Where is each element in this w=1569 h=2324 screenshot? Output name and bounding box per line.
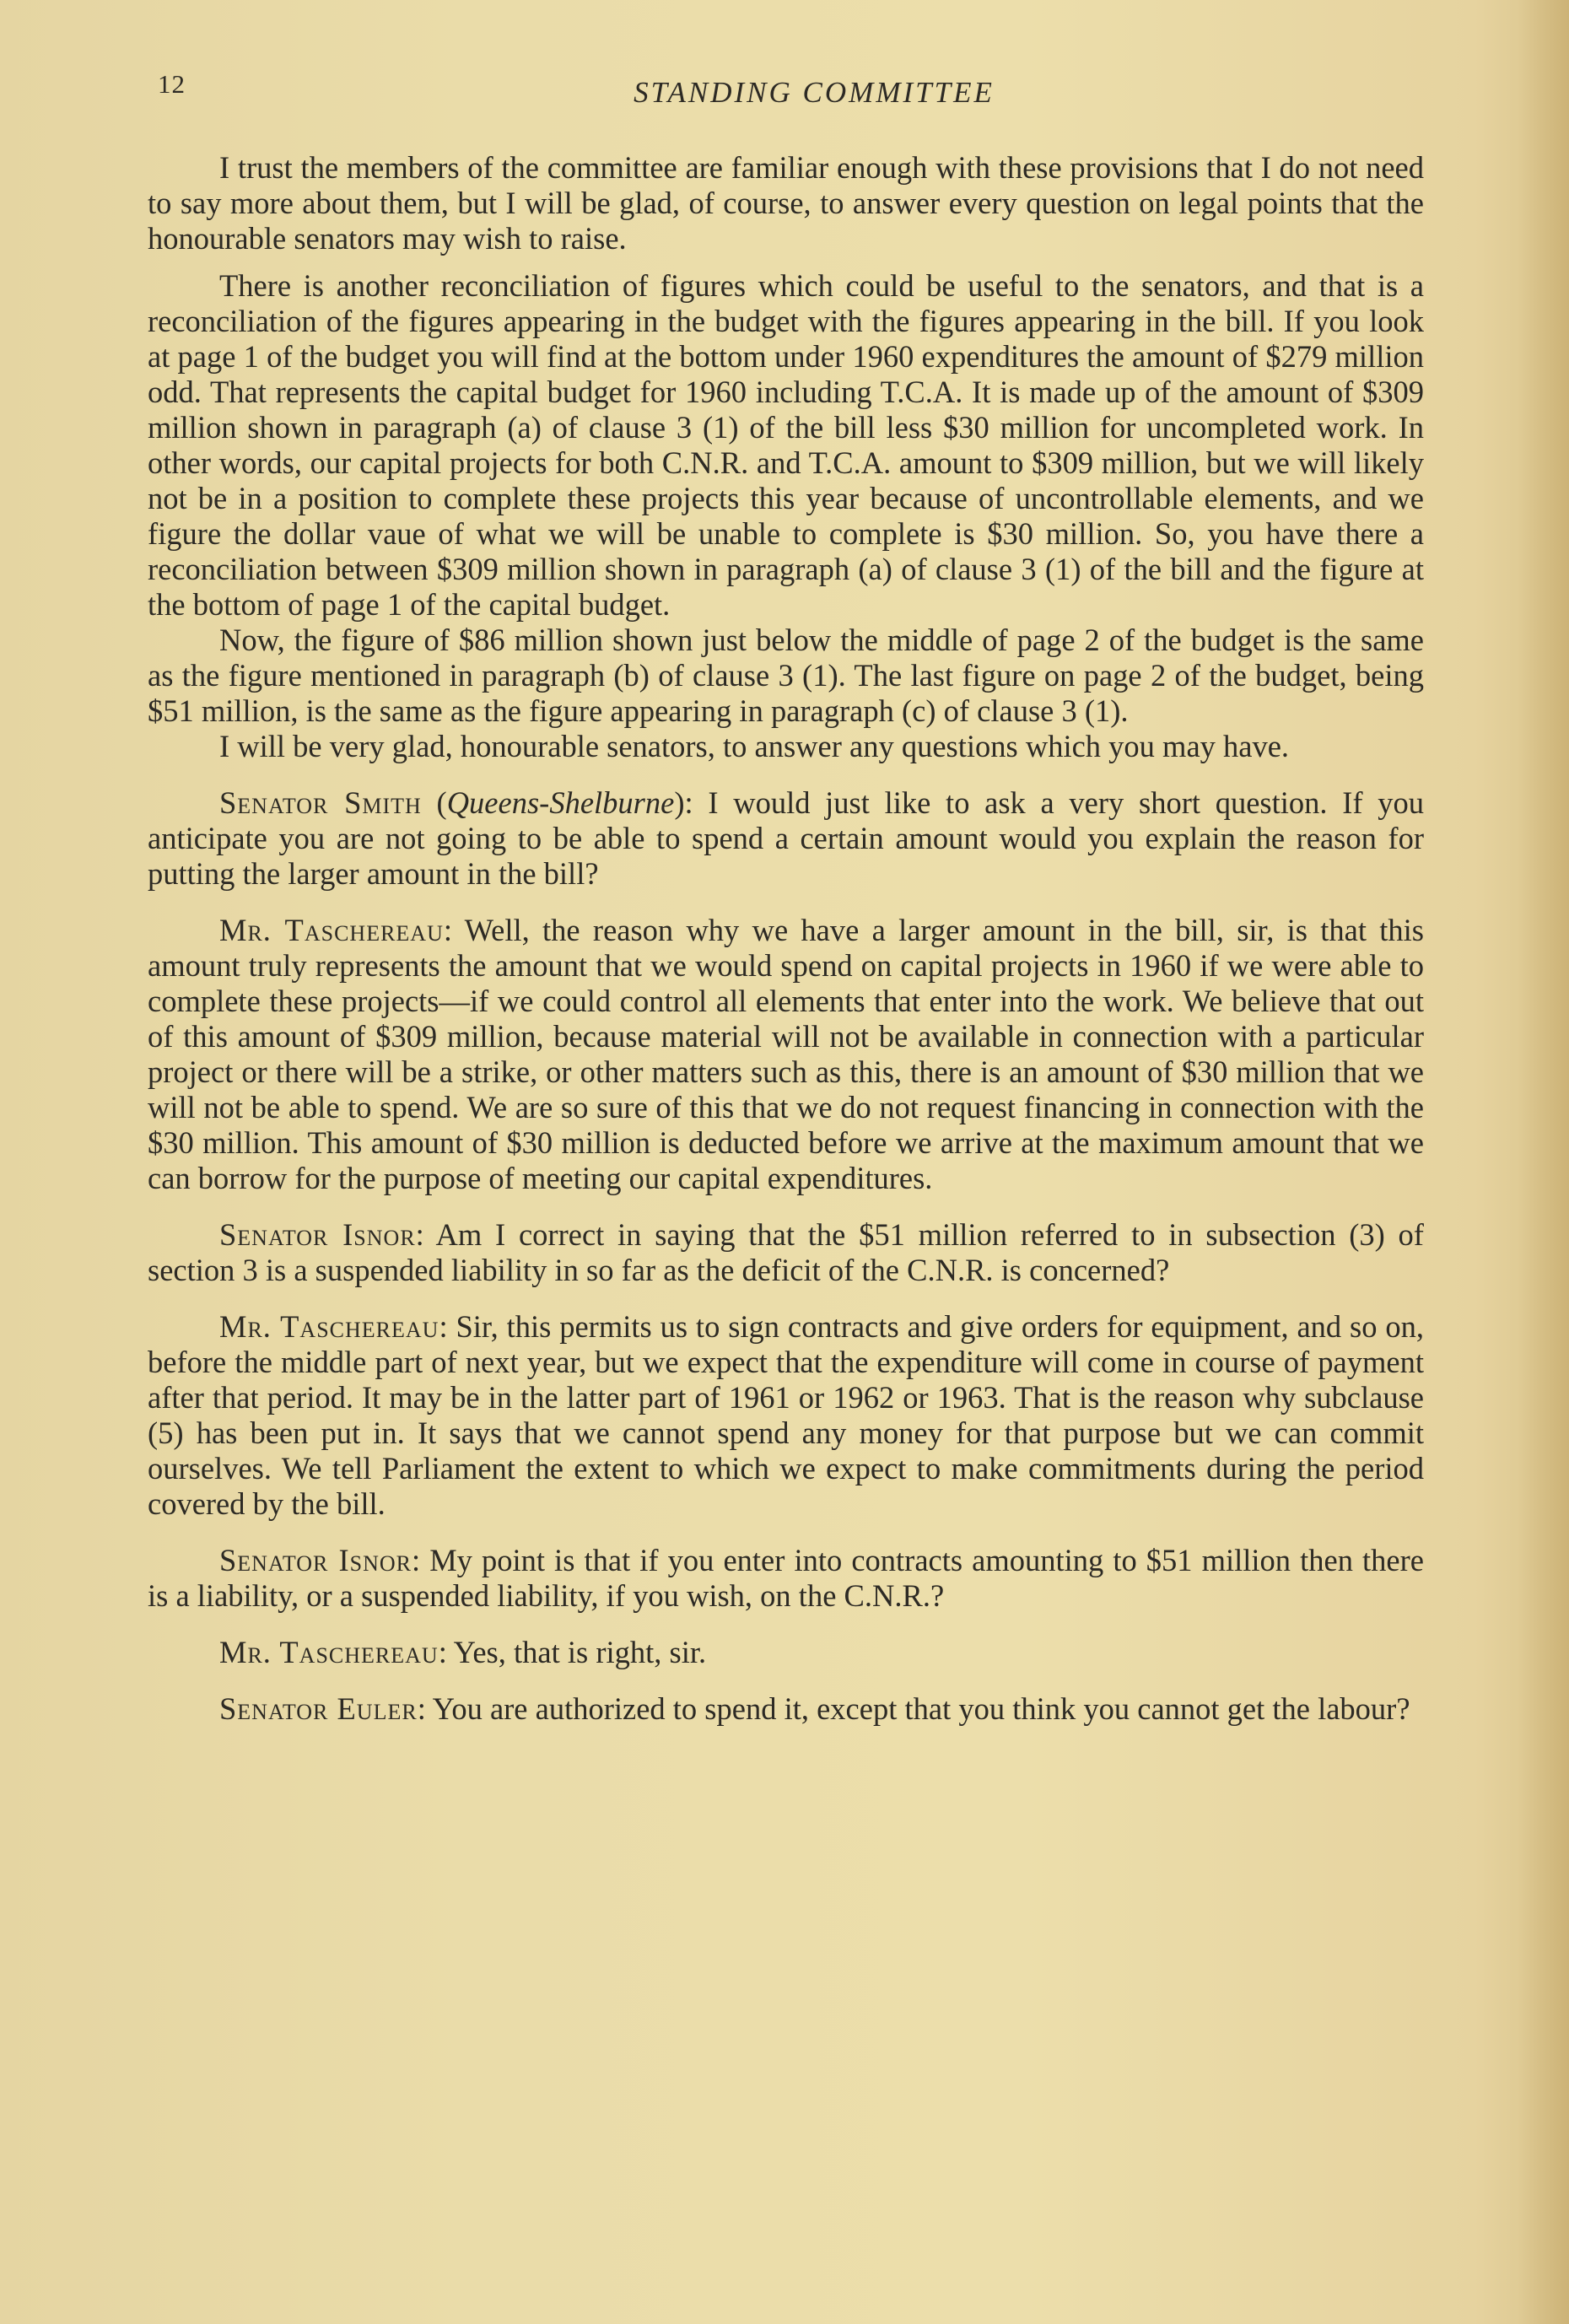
speech-text: Well, the reason why we have a larger amount in the bill, sir, is that this amount truly represents the amount that we would spend on capital projects in 1960 if we were able to complete these projects—if we could control all elements that enter into the work. We believe that out of this amount of $309 million, because material will not be available in connection with a particular project or there will be a strike, or other matters such as this, there is an amount of $30 million that we will not be able to spend. We are so sure of this that we do not request financing in connection with the $30 million. This amount of $30 million is deducted before we arrive at the maximum amount that we can borrow for the purpose of meeting our capital expenditures. (148, 913, 1425, 1195)
paragraph-text: Now, the figure of $86 million shown just below the middle of page 2 of the budget is the same as the figure mentioned in paragraph (b) of clause 3 (1). The last figure on page 2 of the budget, being $51 million, is the same as the figure appearing in paragraph (c) of clause 3 (1). (148, 623, 1424, 728)
speech-text: You are authorized to spend it, except that you think you cannot get the labour? (432, 1691, 1410, 1726)
speaker-name: Senator Isnor (219, 1217, 416, 1252)
paragraph (148, 268, 1424, 623)
speech-text: My point is that if you enter into contracts amounting to $51 million then there is a liability, or a suspended liability, if you wish, on the C.N.R.? (148, 1543, 1424, 1613)
speech-paragraph: Senator Isnor: My point is that if you enter into contracts amounting to $51 million then there is a liability, or a suspended liability, if you wish, on the C.N.R.? (148, 1543, 1424, 1613)
paragraph (148, 623, 1424, 729)
speech-text: I would just like to ask a very short question. If you anticipate you are not going to be able to spend a certain amount would you explain the reason for putting the larger amount in the bill? (148, 785, 1424, 891)
paragraph-text: There is another reconciliation of figures which could be useful to the senators, and that is a reconciliation of the figures appearing in the budget with the figures appearing in the bill. If you look at page 1 of the budget you will find at the bottom under 1960 expenditures the amount of $279 million odd. That represents the capital budget for 1960 including T.C.A. It is made up of the amount of $309 million shown in paragraph (a) of clause 3 (1) of the bill less $30 million for uncompleted work. In other words, our capital projects for both C.N.R. and T.C.A. amount to $309 million, but we will likely not be in a position to complete these projects this year because of uncontrollable elements, and we figure the dollar vaue of what we will be unable to complete is $30 million. So, you have there a reconciliation between $309 million shown in paragraph (a) of clause 3 (1) of the bill and the figure at the bottom of page 1 of the capital budget. (148, 268, 1424, 622)
paragraph-text: I will be very glad, honourable senators, to answer any questions which you may have. (219, 729, 1290, 763)
speaker-name: Senator Isnor (219, 1543, 412, 1577)
paragraph (148, 150, 1424, 256)
page-edge-shadow (1518, 0, 1569, 2324)
speaker-affiliation: Queens-Shelburne (446, 785, 675, 820)
paragraph-text: I trust the members of the committee are familiar enough with these provisions that I do not need to say more about them, but I will be glad, of course, to answer every question on legal points that the honourable senators may wish to raise. (148, 150, 1424, 256)
paragraph (148, 729, 1424, 764)
speech-paragraph: Mr. Taschereau: Sir, this permits us to sign contracts and give orders for equipment, and so on, before the middle part of next year, but we expect that the expenditure will come in course of payment after that period. It may be in the latter part of 1961 or 1962 or 1963. That is the reason why subclause (5) has been put in. It says that we cannot spend any money for that purpose but we can commit ourselves. We tell Parliament the extent to which we expect to make commitments during the period covered by the bill. (148, 1309, 1424, 1521)
page-number: 12 (158, 69, 186, 99)
speech-paragraph: Mr. Taschereau: Yes, that is right, sir. (219, 1635, 707, 1669)
speaker-name: Senator Smith (219, 785, 422, 820)
speech-paragraph: Senator Smith (Queens-Shelburne): I would just like to ask a very short question. If you anticipate you are not going to be able to spend a certain amount would you explain the reason for putting the larger amount in the bill? (148, 785, 1424, 891)
body-text (148, 150, 1424, 1727)
speaker-name: Mr. Taschereau (219, 1309, 439, 1344)
speech-paragraph: Senator Isnor: Am I correct in saying that the $51 million referred to in subsection (3) of section 3 is a suspended liability in so far as the deficit of the C.N.R. is concerned? (148, 1217, 1424, 1287)
speech-text: Am I correct in saying that the $51 million referred to in subsection (3) of section 3 is a suspended liability in so far as the deficit of the C.N.R. is concerned? (148, 1217, 1424, 1287)
speaker-name: Mr. Taschereau (219, 913, 444, 947)
speaker-name: Mr. Taschereau (219, 1635, 439, 1669)
speaker-name: Senator Euler (219, 1691, 418, 1726)
speech-text: Sir, this permits us to sign contracts and give orders for equipment, and so on, before the middle part of next year, but we expect that the expenditure will come in course of payment after that period. It may be in the latter part of 1961 or 1962 or 1963. That is the reason why subclause (5) has been put in. It says that we cannot spend any money for that purpose but we can commit ourselves. We tell Parliament the extent to which we expect to make commitments during the period covered by the bill. (148, 1309, 1424, 1521)
speech-paragraph: Mr. Taschereau: Well, the reason why we have a larger amount in the bill, sir, is that this amount truly represents the amount that we would spend on capital projects in 1960 if we were able to complete these projects—if we could control all elements that enter into the work. We believe that out of this amount of $309 million, because material will not be available in connection with a particular project or there will be a strike, or other matters such as this, there is an amount of $30 million that we will not be able to spend. We are so sure of this that we do not request financing in connection with the $30 million. This amount of $30 million is deducted before we arrive at the maximum amount that we can borrow for the purpose of meeting our capital expenditures. (148, 913, 1425, 1195)
speech-paragraph: Senator Euler: You are authorized to spend it, except that you think you cannot get the labour? (219, 1691, 1410, 1726)
running-head: STANDING COMMITTEE (634, 76, 995, 109)
speech-text: Yes, that is right, sir. (453, 1635, 707, 1669)
